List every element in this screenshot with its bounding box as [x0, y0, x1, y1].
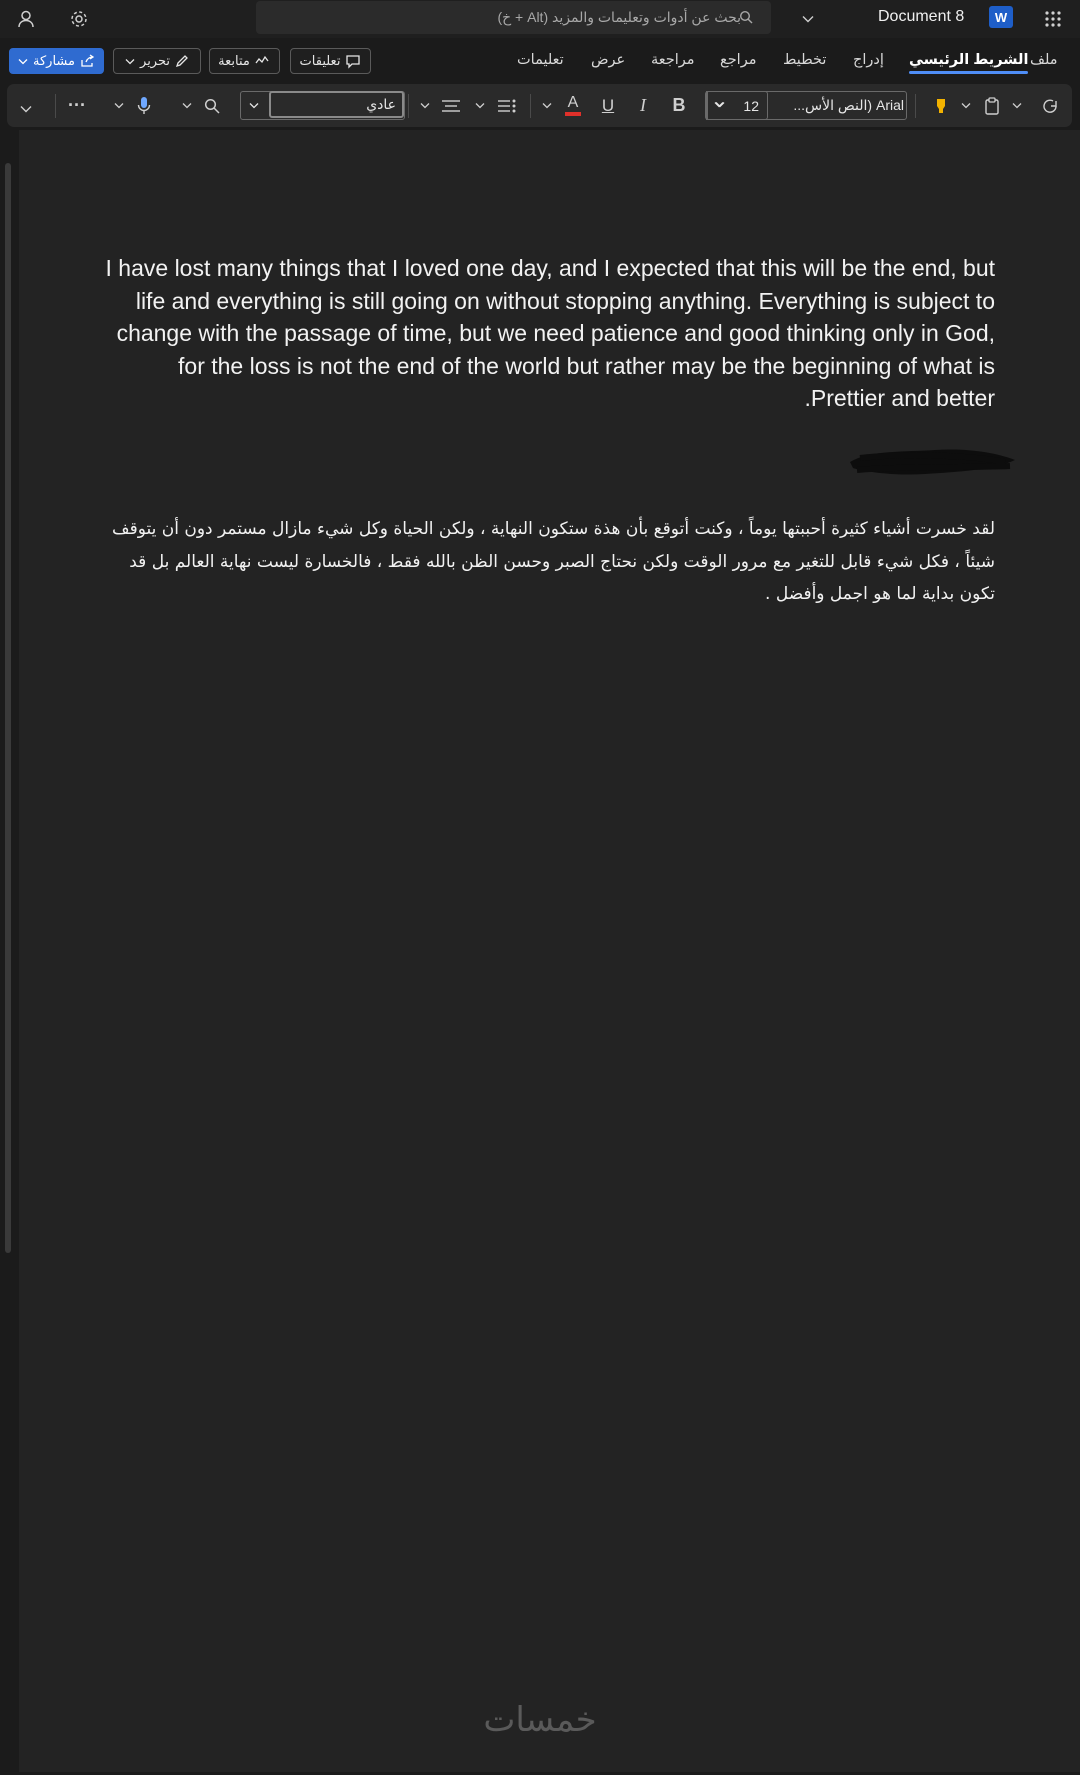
- share-button[interactable]: [9, 48, 104, 74]
- comments-button[interactable]: [290, 48, 371, 74]
- paragraph-spacing-icon[interactable]: [436, 84, 466, 127]
- title-bar: [0, 0, 1080, 38]
- app-launcher-icon[interactable]: [1040, 6, 1066, 32]
- catchup-icon: [255, 55, 271, 67]
- paragraph-arabic[interactable]: لقد خسرت أشياء كثيرة أحببتها يوماً ، وكنت أتوقع بأن هذة ستكون النهاية ، ولكن الحياة وكل شيء مازال مستمر دون أن يتوقف شيئاً ، فكل شيء قابل للتغير مع مرور الوقت ولكن نحتاج الصبر وحسن الظن بالله فقط ، فالخسارة ليست نهاية العالم بل قد تكون بداية لما هو اجمل وأفضل .: [111, 519, 995, 605]
- document-title[interactable]: Document 8: [878, 8, 965, 25]
- separator: [408, 94, 409, 118]
- vertical-scrollbar[interactable]: [5, 163, 11, 1253]
- style-value[interactable]: عادي: [269, 91, 404, 118]
- ribbon-collapse-chevron-icon[interactable]: [16, 87, 36, 130]
- separator: [55, 94, 56, 118]
- font-color-dropdown[interactable]: [538, 84, 556, 127]
- tab-file[interactable]: ملف: [1030, 52, 1058, 68]
- catchup-label: متابعة: [218, 53, 250, 68]
- font-color-swatch: [565, 112, 581, 116]
- microphone-icon[interactable]: [131, 84, 157, 127]
- paragraph-english[interactable]: I have lost many things that I loved one day, and I expected that this will be the end, but life and everything is still going on without stopping anything. Everything is subject to change with the passage of time, but we need patience and good thinking only in God, for the loss is not the end of the world but rather may be the beginning of what is Prettier and better.: [105, 255, 995, 412]
- comment-icon: [345, 54, 361, 69]
- pencil-icon: [175, 54, 189, 68]
- person-icon[interactable]: [13, 6, 39, 32]
- search-icon: [739, 10, 753, 24]
- tab-layout[interactable]: تخطيط: [783, 52, 827, 68]
- redacted-scribble: [845, 440, 1020, 485]
- tab-insert[interactable]: إدراج: [853, 52, 884, 68]
- font-color-letter: A: [567, 94, 579, 111]
- tab-references[interactable]: مراجع: [720, 52, 757, 68]
- bullets-dropdown[interactable]: [471, 84, 489, 127]
- edit-label: تحرير: [140, 53, 170, 68]
- chevron-down-icon: [18, 58, 28, 65]
- chevron-down-icon: [125, 58, 135, 65]
- font-name-value: Arial (النص الأس...: [793, 97, 904, 113]
- menu-bar: [0, 44, 1080, 80]
- underline-button[interactable]: U: [601, 95, 615, 115]
- chevron-down-icon: [715, 101, 725, 108]
- comments-label: تعليقات: [299, 53, 341, 68]
- tab-review[interactable]: مراجعة: [651, 52, 695, 68]
- style-picker[interactable]: [240, 91, 405, 120]
- chevron-down-icon: [249, 102, 259, 109]
- share-label: مشاركة: [33, 53, 75, 68]
- bullets-icon[interactable]: [492, 84, 522, 127]
- more-options-button[interactable]: ···: [68, 95, 86, 115]
- dictate-dropdown[interactable]: [110, 84, 128, 127]
- gear-icon[interactable]: [66, 6, 92, 32]
- word-logo: W: [989, 6, 1013, 28]
- chevron-down-icon[interactable]: [795, 6, 821, 32]
- search-input[interactable]: [256, 1, 771, 34]
- tab-home[interactable]: الشريط الرئيسي: [909, 52, 1029, 68]
- font-color-button[interactable]: [558, 84, 588, 127]
- watermark-logo: خمسات: [483, 1700, 597, 1740]
- search-placeholder: بحث عن أدوات وتعليمات والمزيد (Alt + خ): [497, 9, 741, 25]
- share-icon: [80, 54, 95, 68]
- find-icon[interactable]: [199, 84, 225, 127]
- catchup-button[interactable]: [209, 48, 280, 74]
- font-size-dropdown[interactable]: [706, 91, 768, 120]
- tab-help[interactable]: تعليمات: [517, 52, 564, 68]
- spacing-dropdown[interactable]: [416, 84, 434, 127]
- find-dropdown[interactable]: [178, 84, 196, 127]
- italic-button[interactable]: I: [640, 95, 646, 115]
- edit-mode-button[interactable]: [113, 48, 201, 74]
- bold-button[interactable]: B: [672, 95, 686, 115]
- separator: [530, 94, 531, 118]
- font-size-value: 12: [743, 97, 759, 114]
- tab-view[interactable]: عرض: [591, 52, 626, 68]
